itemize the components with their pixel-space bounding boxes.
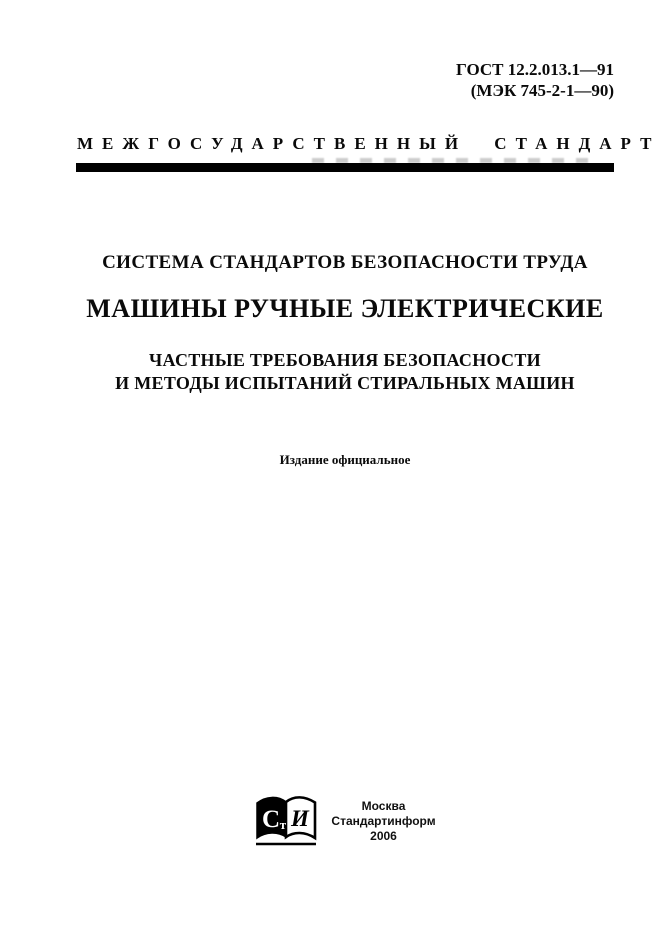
header-rule <box>76 163 614 172</box>
imprint-publisher: Стандартинформ <box>331 813 436 828</box>
logo-letter-s: С <box>262 806 281 833</box>
gost-number: ГОСТ 12.2.013.1—91 <box>456 60 614 79</box>
imprint-city: Москва <box>361 798 406 813</box>
logo-letter-i: И <box>291 806 310 831</box>
logo-letter-t: т <box>280 817 287 832</box>
standards-system-line: СИСТЕМА СТАНДАРТОВ БЕЗОПАСНОСТИ ТРУДА <box>102 252 588 273</box>
iec-number: (МЭК 745-2-1—90) <box>470 81 614 100</box>
document-title: МАШИНЫ РУЧНЫЕ ЭЛЕКТРИЧЕСКИЕ <box>86 294 604 323</box>
imprint-block <box>76 793 614 849</box>
official-edition-note: Издание официальное <box>279 452 411 467</box>
imprint-text <box>331 799 435 844</box>
subtitle-line-1: ЧАСТНЫЕ ТРЕБОВАНИЯ БЕЗОПАСНОСТИ <box>149 350 541 370</box>
interstate-standard-banner: МЕЖГОСУДАРСТВЕННЫЙ СТАНДАРТ <box>77 134 661 153</box>
subtitle-line-2: И МЕТОДЫ ИСПЫТАНИЙ СТИРАЛЬНЫХ МАШИН <box>115 373 575 393</box>
standartinform-logo-icon <box>254 793 318 849</box>
imprint-year: 2006 <box>370 828 397 843</box>
document-code <box>456 59 614 101</box>
document-subtitle <box>76 349 614 395</box>
